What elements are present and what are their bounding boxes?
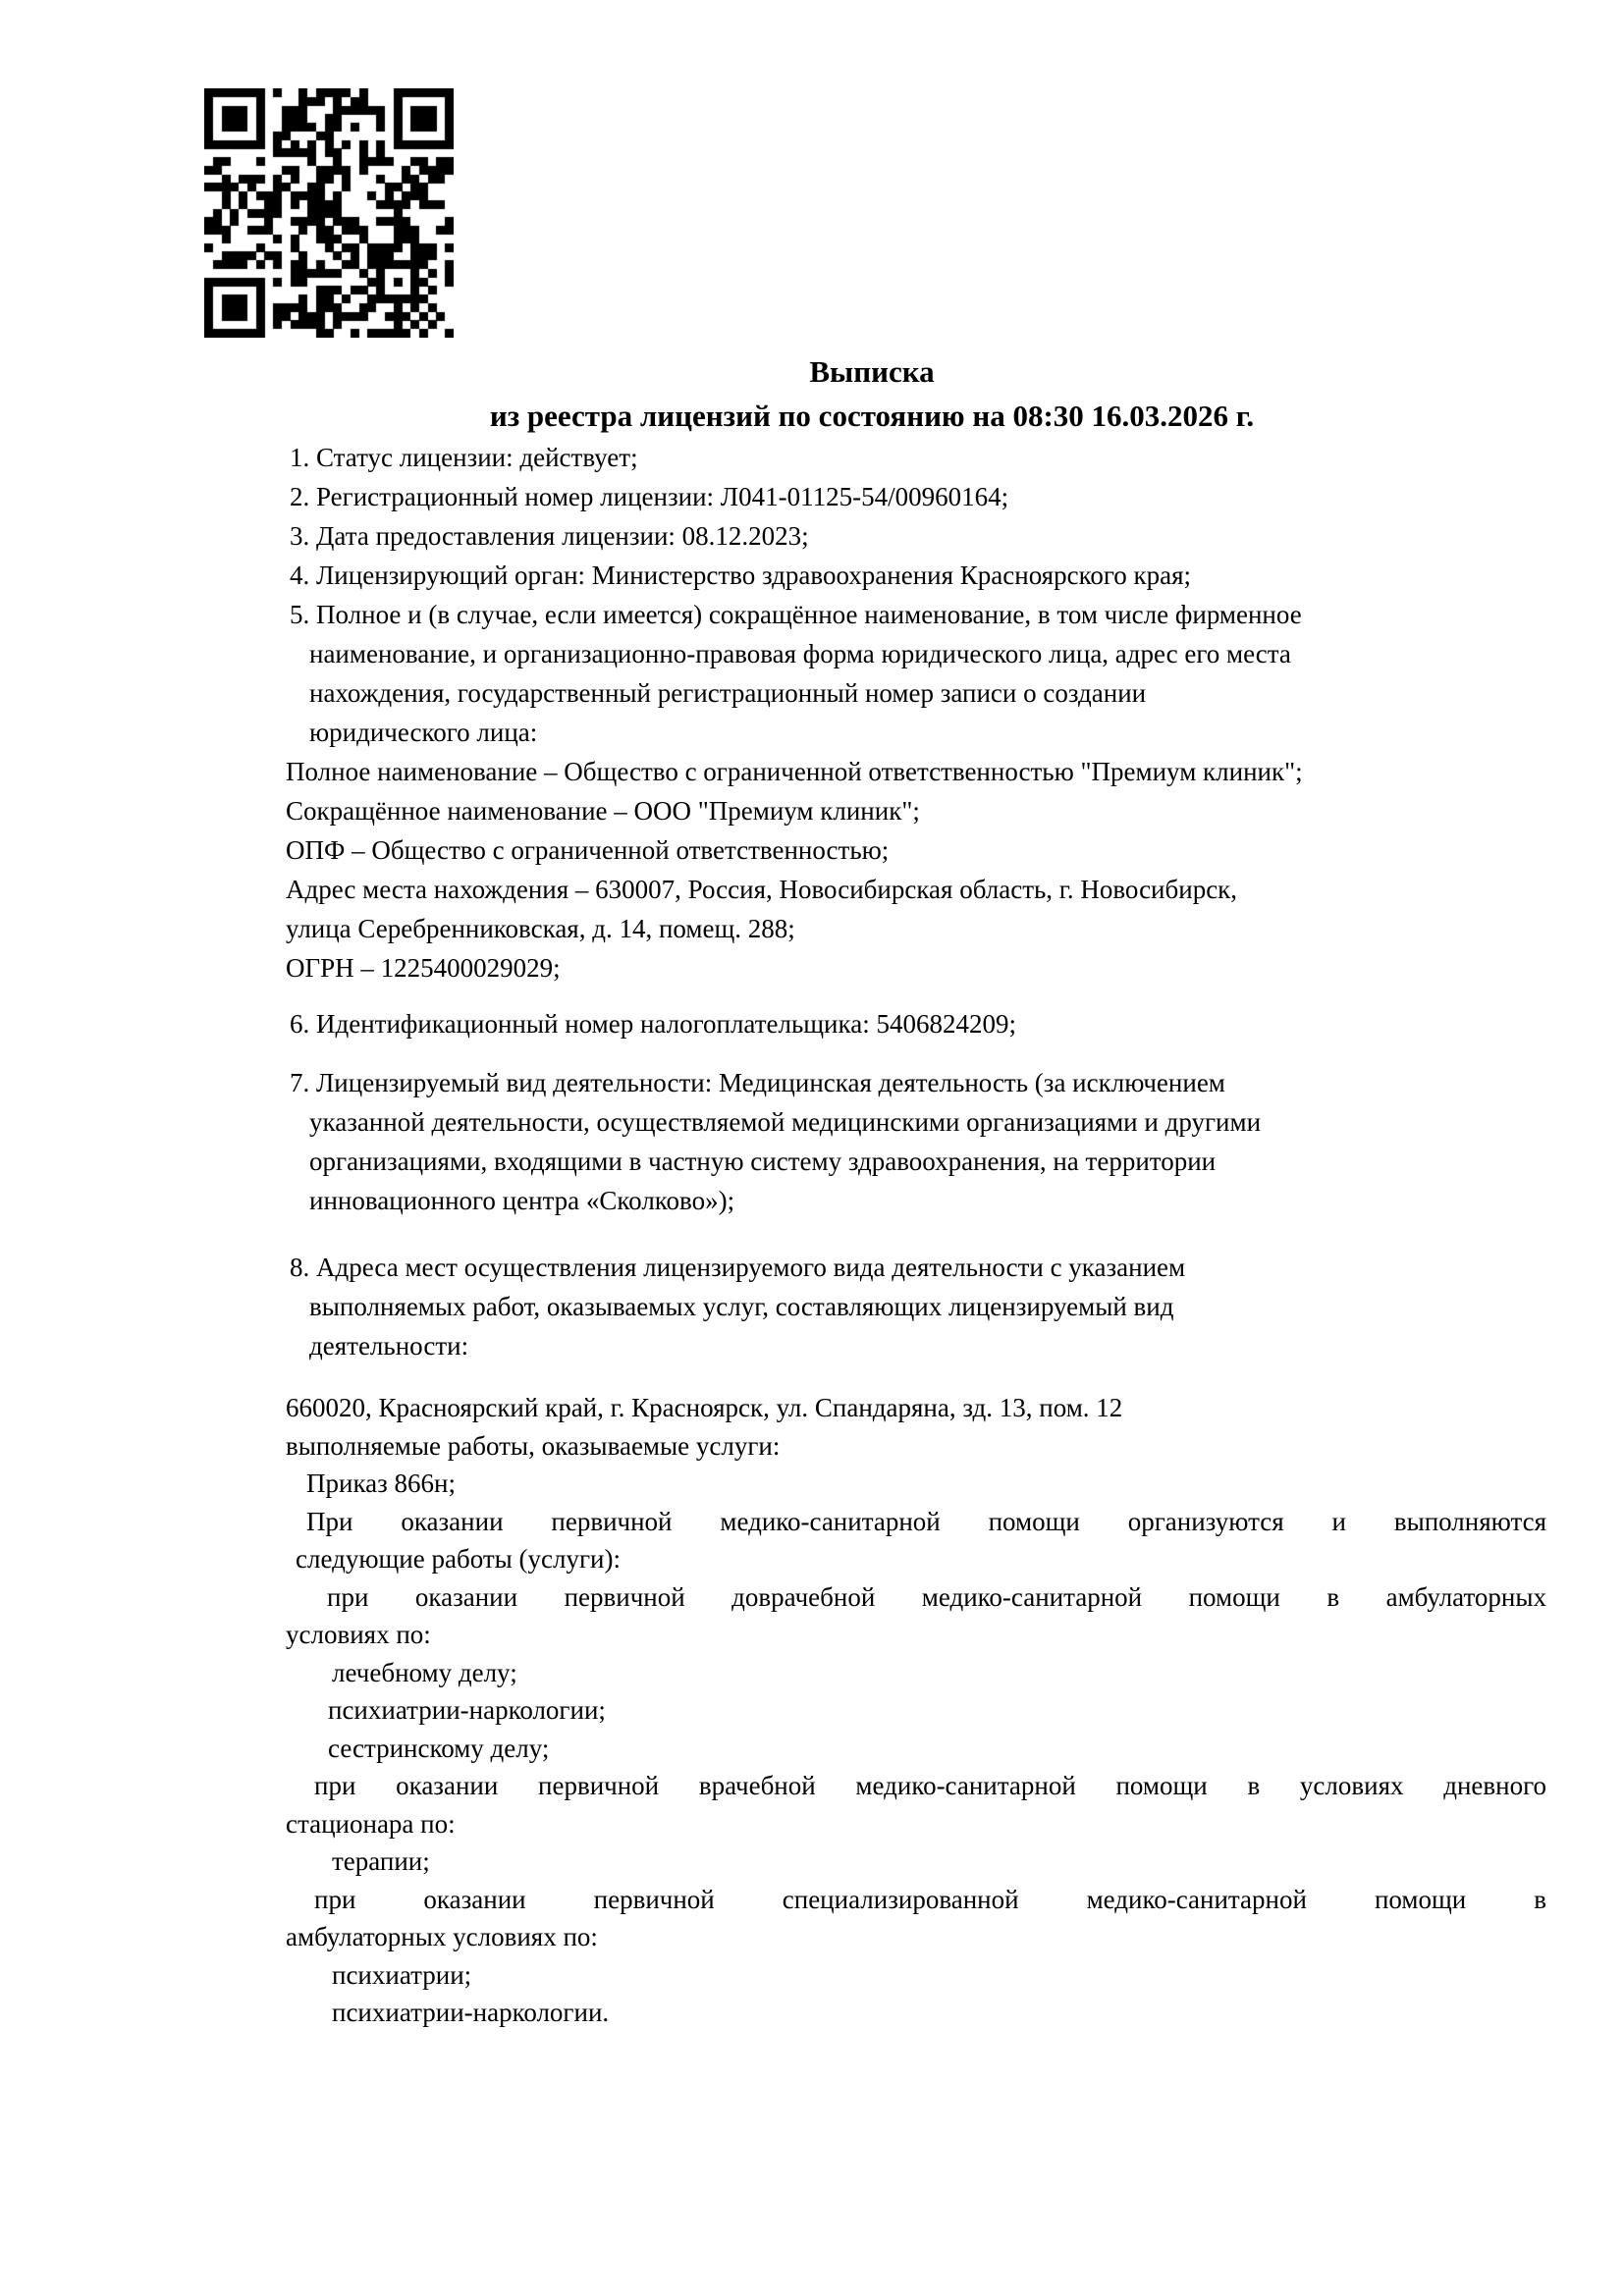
document-line: выполняемые работы, оказываемые услуги: (286, 1430, 781, 1461)
document-line: 7. Лицензируемый вид деятельности: Медицинская деятельность (за исключением (290, 1068, 1225, 1097)
document-line: следующие работы (услуги): (296, 1544, 621, 1574)
document-line: Полное наименование – Общество с ограниченной ответственностью "Премиум клиник"; (286, 757, 1303, 786)
document-line: 2. Регистрационный номер лицензии: Л041-01125-54/00960164; (290, 482, 1009, 511)
document-line: лечебному делу; (332, 1657, 517, 1687)
document-line: деятельности: (309, 1331, 469, 1361)
document-line: ОПФ – Общество с ограниченной ответственностью; (286, 835, 890, 865)
document-line: 3. Дата предоставления лицензии: 08.12.2023; (290, 521, 809, 551)
document-line: Адрес места нахождения – 630007, Россия, Новосибирская область, г. Новосибирск, (286, 875, 1238, 904)
document-line: 6. Идентификационный номер налогоплательщика: 5406824209; (290, 1009, 1016, 1039)
document-line: улица Серебренниковская, д. 14, помещ. 288; (286, 914, 795, 943)
document-line: 4. Лицензирующий орган: Министерство здравоохранения Красноярского края; (290, 561, 1191, 590)
document-line: психиатрии-наркологии. (332, 1998, 610, 2027)
document-line: юридического лица: (309, 718, 538, 747)
document-line: сестринскому делу; (328, 1733, 550, 1763)
document-line: психиатрии-наркологии; (328, 1695, 606, 1725)
document-line: ОГРН – 1225400029029; (286, 953, 561, 983)
document-line: Приказ 866н; (306, 1468, 457, 1498)
document-line: при оказании первичной специализированной медико-санитарной помощи в (314, 1884, 1546, 1914)
document-line: 660020, Красноярский край, г. Красноярск, ул. Спандаряна, зд. 13, пом. 12 (286, 1393, 1123, 1422)
document-line: при оказании первичной доврачебной медико-санитарной помощи в амбулаторных (327, 1581, 1546, 1612)
document-subtitle: из реестра лицензий по состоянию на 08:30 16.03.2026 г. (489, 399, 1255, 433)
document-line: условиях по: (286, 1620, 431, 1649)
document-title: Выписка (809, 354, 935, 389)
document-line: 5. Полное и (в случае, если имеется) сокращённое наименование, в том числе фирменное (290, 600, 1302, 629)
document-line: указанной деятельности, осуществляемой медицинскими организациями и другими (309, 1107, 1262, 1137)
document-line: нахождения, государственный регистрационный номер записи о создании (309, 678, 1147, 708)
document-line: амбулаторных условиях по: (286, 1922, 598, 1951)
document-line: терапии; (332, 1846, 430, 1876)
document-line: при оказании первичной врачебной медико-санитарной помощи в условиях дневного (314, 1771, 1546, 1800)
document-lines (286, 438, 1546, 2032)
document-line: стационара по: (286, 1808, 456, 1839)
document-line: Сокращённое наименование – ООО "Премиум клиник"; (286, 796, 920, 826)
qr-code (204, 88, 454, 338)
document-line: наименование, и организационно-правовая форма юридического лица, адрес его места (309, 639, 1291, 668)
document-line: 8. Адреса мест осуществления лицензируемого вида деятельности с указанием (290, 1253, 1186, 1282)
document-line: инновационного центра «Сколково»); (309, 1186, 735, 1215)
document-line: организациями, входящими в частную систему здравоохранения, на территории (309, 1147, 1217, 1176)
document-body (286, 349, 1546, 2032)
document-line: 1. Статус лицензии: действует; (290, 443, 638, 472)
document-line: психиатрии; (332, 1959, 472, 1990)
document-line: При оказании первичной медико-санитарной помощи организуются и выполняются (306, 1506, 1546, 1536)
document-line: выполняемых работ, оказываемых услуг, составляющих лицензируемый вид (309, 1292, 1174, 1321)
